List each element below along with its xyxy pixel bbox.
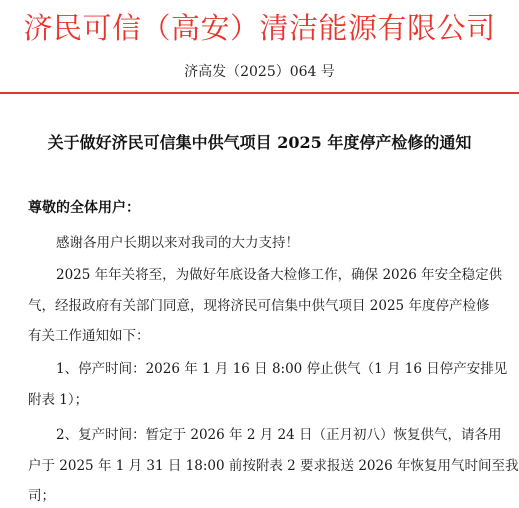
salutation: 尊敬的全体用户： bbox=[28, 200, 140, 216]
organization-header: 济民可信（高安）清洁能源有限公司 bbox=[23, 11, 496, 45]
paragraph-intro-line-3: 有关工作通知如下： bbox=[28, 328, 150, 344]
item-resume-time-line-3: 司； bbox=[28, 488, 55, 504]
paragraph-thanks: 感谢各用户长期以来对我司的大力支持！ bbox=[56, 235, 299, 251]
item-shutdown-time-line-1: 1、停产时间：2026 年 1 月 16 日 8:00 停止供气（1 月 16 日停产安排见 bbox=[56, 361, 508, 377]
document-number: 济高发（2025）064 号 bbox=[184, 64, 335, 80]
paragraph-intro-line-1: 2025 年年关将至，为做好年底设备大检修工作，确保 2026 年安全稳定供 bbox=[56, 267, 503, 283]
item-shutdown-time-line-2: 附表 1）； bbox=[28, 392, 89, 408]
notice-title: 关于做好济民可信集中供气项目 2025 年度停产检修的通知 bbox=[47, 133, 472, 152]
paragraph-intro-line-2: 气，经报政府有关部门同意，现将济民可信集中供气项目 2025 年度停产检修 bbox=[28, 298, 490, 314]
item-resume-time-line-2: 户于 2025 年 1 月 31 日 18:00 前按附表 2 要求报送 2026 年恢复用气时间至我 bbox=[28, 458, 519, 474]
item-resume-time-line-1: 2、复产时间：暂定于 2026 年 2 月 24 日（正月初八）恢复供气，请各用 bbox=[56, 427, 502, 443]
red-divider-line bbox=[0, 92, 519, 94]
